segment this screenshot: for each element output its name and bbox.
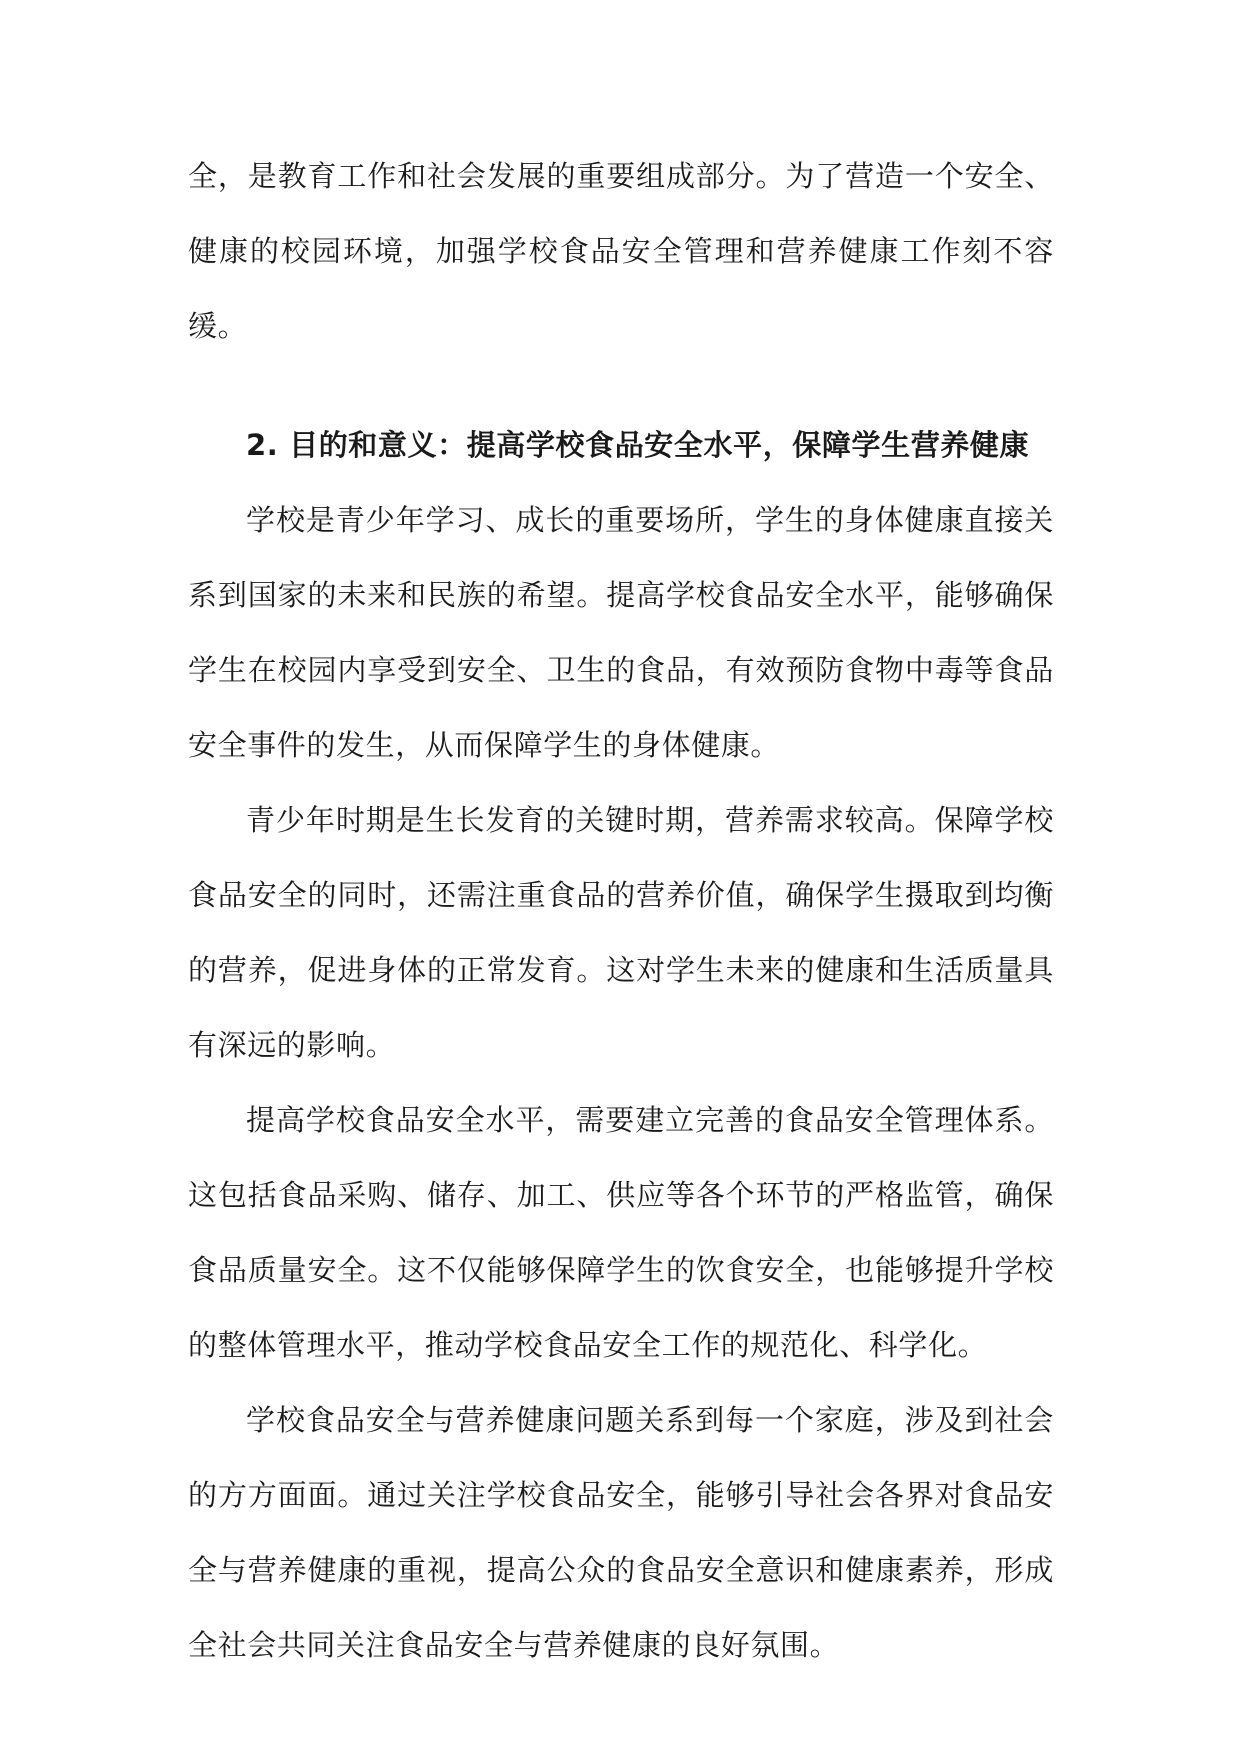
- body-paragraph-3: 提高学校食品安全水平，需要建立完善的食品安全管理体系。这包括食品采购、储存、加工、供应等各个环节的严格监管，确保食品质量安全。这不仅能够保障学生的饮食安全，也能够提升学校的整体管理水平，推动学校食品安全工作的规范化、科学化。: [188, 1103, 1054, 1362]
- body-paragraph-1: 学校是青少年学习、成长的重要场所，学生的身体健康直接关系到国家的未来和民族的希望。提高学校食品安全水平，能够确保学生在校园内享受到安全、卫生的食品，有效预防食物中毒等食品安全事件的发生，从而保障学生的身体健康。: [188, 503, 1054, 762]
- section-heading: 2. 目的和意义：提高学校食品安全水平，保障学生营养健康: [246, 428, 1030, 462]
- body-paragraph-4: 学校食品安全与营养健康问题关系到每一个家庭，涉及到社会的方方面面。通过关注学校食品安全，能够引导社会各界对食品安全与营养健康的重视，提高公众的食品安全意识和健康素养，形成全社会共同关注食品安全与营养健康的良好氛围。: [188, 1403, 1054, 1662]
- intro-paragraph: 全，是教育工作和社会发展的重要组成部分。为了营造一个安全、健康的校园环境，加强学校食品安全管理和营养健康工作刻不容缓。: [188, 159, 1054, 343]
- body-paragraph-2: 青少年时期是生长发育的关键时期，营养需求较高。保障学校食品安全的同时，还需注重食品的营养价值，确保学生摄取到均衡的营养，促进身体的正常发育。这对学生未来的健康和生活质量具有深远的影响。: [188, 803, 1054, 1062]
- section-spacer: [188, 364, 1054, 408]
- document-body: [188, 139, 1054, 1683]
